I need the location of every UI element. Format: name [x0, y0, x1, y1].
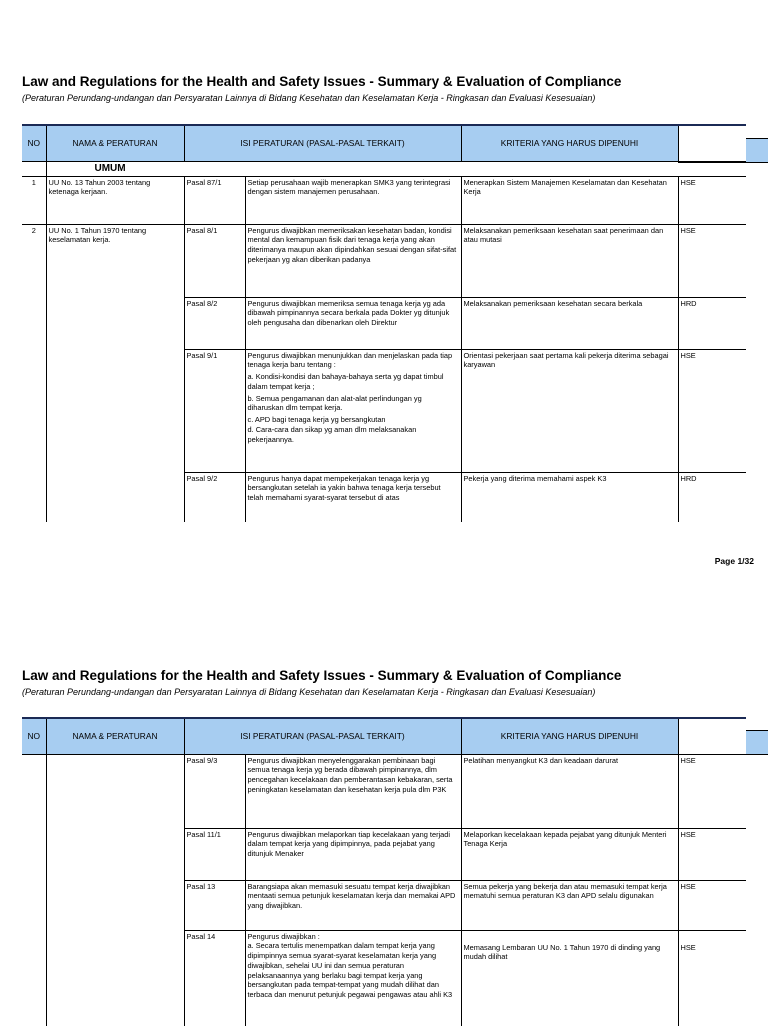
header-pelaksana-cell: [678, 125, 746, 161]
row-nama: UU No. 13 Tahun 2003 tentang ketenaga kerjaan.: [46, 176, 184, 224]
page-number: Page 1/32: [714, 556, 754, 566]
header-no: NO: [22, 125, 46, 161]
row-isi: Pengurus diwajibkan memeriksakan kesehatan badan, kondisi mental dan kemampuan fisik dari tenaga kerja yang akan diterimanya maupun akan dipindahkan sesuai dengan sifat-sifat pekerjaan yg akan diberikan padanya: [245, 224, 461, 297]
header-isi: ISI PERATURAN (PASAL-PASAL TERKAIT): [184, 125, 461, 161]
row-kriteria: Memasang Lembaran UU No. 1 Tahun 1970 di dinding yang mudah dilihat: [461, 930, 678, 1026]
isi-line: Pengurus diwajibkan menunjukkan dan menjelaskan pada tiap tenaga kerja baru tentang :: [247, 350, 453, 370]
section-title: UMUM: [94, 162, 126, 174]
row-pelaksana: HSE: [678, 176, 746, 224]
isi-line: d. Cara-cara dan sikap yg aman dlm melaksanakan pekerjaannya.: [247, 424, 417, 444]
row-kriteria: Orientasi pekerjaan saat pertama kali pekerja diterima sebagai karyawan: [461, 349, 678, 472]
section-row: [22, 161, 746, 176]
row-pelaksana: HRD: [678, 472, 746, 522]
page-subtitle: (Peraturan Perundang-undangan dan Persyaratan Lainnya di Bidang Kesehatan dan Keselamatan Kerja - Ringkasan dan Evaluasi Kesesuaian): [22, 93, 596, 103]
page-subtitle: (Peraturan Perundang-undangan dan Persyaratan Lainnya di Bidang Kesehatan dan Keselamatan Kerja - Ringkasan dan Evaluasi Kesesuaian): [22, 687, 596, 697]
row-isi: Barangsiapa akan memasuki sesuatu tempat kerja diwajibkan mentaati semua petunjuk keselamatan kerja dan memakai APD yang diwajibkan.: [245, 880, 461, 930]
row-kriteria: Pelatihan menyangkut K3 dan keadaan darurat: [461, 754, 678, 828]
row-pasal: Pasal 9/2: [184, 472, 245, 522]
header-kriteria: KRITERIA YANG HARUS DIPENUHI: [461, 125, 678, 161]
header-isi: ISI PERATURAN (PASAL-PASAL TERKAIT): [184, 718, 461, 754]
regulation-table: [22, 124, 746, 522]
row-pasal: Pasal 8/2: [184, 297, 245, 349]
table-row: [22, 176, 746, 224]
row-no: 2: [22, 224, 46, 297]
row-pelaksana: HRD: [678, 297, 746, 349]
header-no: NO: [22, 718, 46, 754]
row-pelaksana: HSE: [678, 930, 746, 1026]
row-pelaksana: HSE: [678, 880, 746, 930]
row-isi: Pengurus diwajibkan memeriksa semua tenaga kerja yg ada dibawah pimpinannya secara berkala pada Dokter yg ditunjuk oleh pengusaha dan dibenarkan oleh Direktur: [245, 297, 461, 349]
page-title: Law and Regulations for the Health and Safety Issues - Summary & Evaluation of Compliance: [22, 74, 622, 89]
row-pelaksana: HSE: [678, 349, 746, 472]
row-isi: [245, 349, 461, 472]
page-title: Law and Regulations for the Health and Safety Issues - Summary & Evaluation of Compliance: [22, 668, 622, 683]
row-kriteria: Melaksanakan pemeriksaan kesehatan saat penerimaan dan atau mutasi: [461, 224, 678, 297]
table-row: [22, 224, 746, 297]
row-pelaksana: HSE: [678, 224, 746, 297]
table-row: [22, 472, 746, 522]
isi-line: a. Secara tertulis menempatkan dalam tempat kerja yang dipimpinnya semua syarat-syarat keselamatan kerja yang diwajibkan, sehelai UU ini dan semua peraturan pelaksanaannya yang berlaku bagi tempat kerja yang bersangkutan pada tempat-tempat yang mudah dilihat dan terbaca dan menurut petunjuk pegawai pengawas atau ahli K3: [247, 941, 453, 1000]
row-no: 1: [22, 176, 46, 224]
document-page-2: [0, 600, 768, 1024]
row-pelaksana: HSE: [678, 754, 746, 828]
row-pasal: Pasal 14: [184, 930, 245, 1026]
row-nama: UU No. 1 Tahun 1970 tentang keselamatan kerja.: [46, 224, 184, 297]
row-kriteria: Semua pekerja yang bekerja dan atau memasuki tempat kerja mematuhi semua peraturan K3 dan APD selalu digunakan: [461, 880, 678, 930]
header-kriteria: KRITERIA YANG HARUS DIPENUHI: [461, 718, 678, 754]
isi-line: c. APD bagi tenaga kerja yg bersangkutan: [247, 415, 386, 425]
row-pasal: Pasal 87/1: [184, 176, 245, 224]
table-row: [22, 880, 746, 930]
row-kriteria: Melaporkan kecelakaan kepada pejabat yang ditunjuk Menteri Tenaga Kerja: [461, 828, 678, 880]
table-header-row: [22, 125, 746, 161]
row-pasal: Pasal 8/1: [184, 224, 245, 297]
table-row: [22, 930, 746, 1026]
table-header-row: [22, 718, 746, 754]
row-kriteria: Melaksanakan pemeriksaan kesehatan secara berkala: [461, 297, 678, 349]
row-pasal: Pasal 11/1: [184, 828, 245, 880]
table-row: [22, 297, 746, 349]
header-pelaksana-cell: [678, 718, 746, 754]
row-isi: Setiap perusahaan wajib menerapkan SMK3 yang terintegrasi dengan sistem manajemen perusahaan.: [245, 176, 461, 224]
row-kriteria: Pekerja yang diterima memahami aspek K3: [461, 472, 678, 522]
header-nama: NAMA & PERATURAN: [46, 125, 184, 161]
row-isi: Pengurus hanya dapat mempekerjakan tenaga kerja yg bersangkutan setelah ia yakin bahwa tenaga kerja tersebut telah memahami syarat-syarat tersebut di atas: [245, 472, 461, 522]
row-isi: [245, 930, 461, 1026]
row-isi: Pengurus diwajibkan menyelenggarakan pembinaan bagi semua tenaga kerja yg berada dibawah pimpinannya, dlm pencegahan kecelakaan dan pemberantasan kebakaran, serta peningkatan keselamatan dan kesehatan kerja pula dlm P3K: [245, 754, 461, 828]
isi-line: Pengurus diwajibkan :: [247, 931, 320, 941]
table-row: [22, 754, 746, 828]
row-pasal: Pasal 9/3: [184, 754, 245, 828]
row-pasal: Pasal 9/1: [184, 349, 245, 472]
table-row: [22, 349, 746, 472]
header-nama: NAMA & PERATURAN: [46, 718, 184, 754]
regulation-table: [22, 717, 746, 1026]
row-isi: Pengurus diwajibkan melaporkan tiap kecelakaan yang terjadi dalam tempat kerja yang dipimpinnya, pada pejabat yang ditunjuk Menaker: [245, 828, 461, 880]
row-kriteria: Menerapkan Sistem Manajemen Keselamatan dan Kesehatan Kerja: [461, 176, 678, 224]
row-pasal: Pasal 13: [184, 880, 245, 930]
isi-line: b. Semua pengamanan dan alat-alat perlindungan yg diharuskan dlm tempat kerja.: [247, 393, 422, 413]
table-row: [22, 828, 746, 880]
row-pelaksana: HSE: [678, 828, 746, 880]
isi-line: a. Kondisi-kondisi dan bahaya-bahaya serta yg dapat timbul dalam tempat kerja ;: [247, 372, 444, 391]
